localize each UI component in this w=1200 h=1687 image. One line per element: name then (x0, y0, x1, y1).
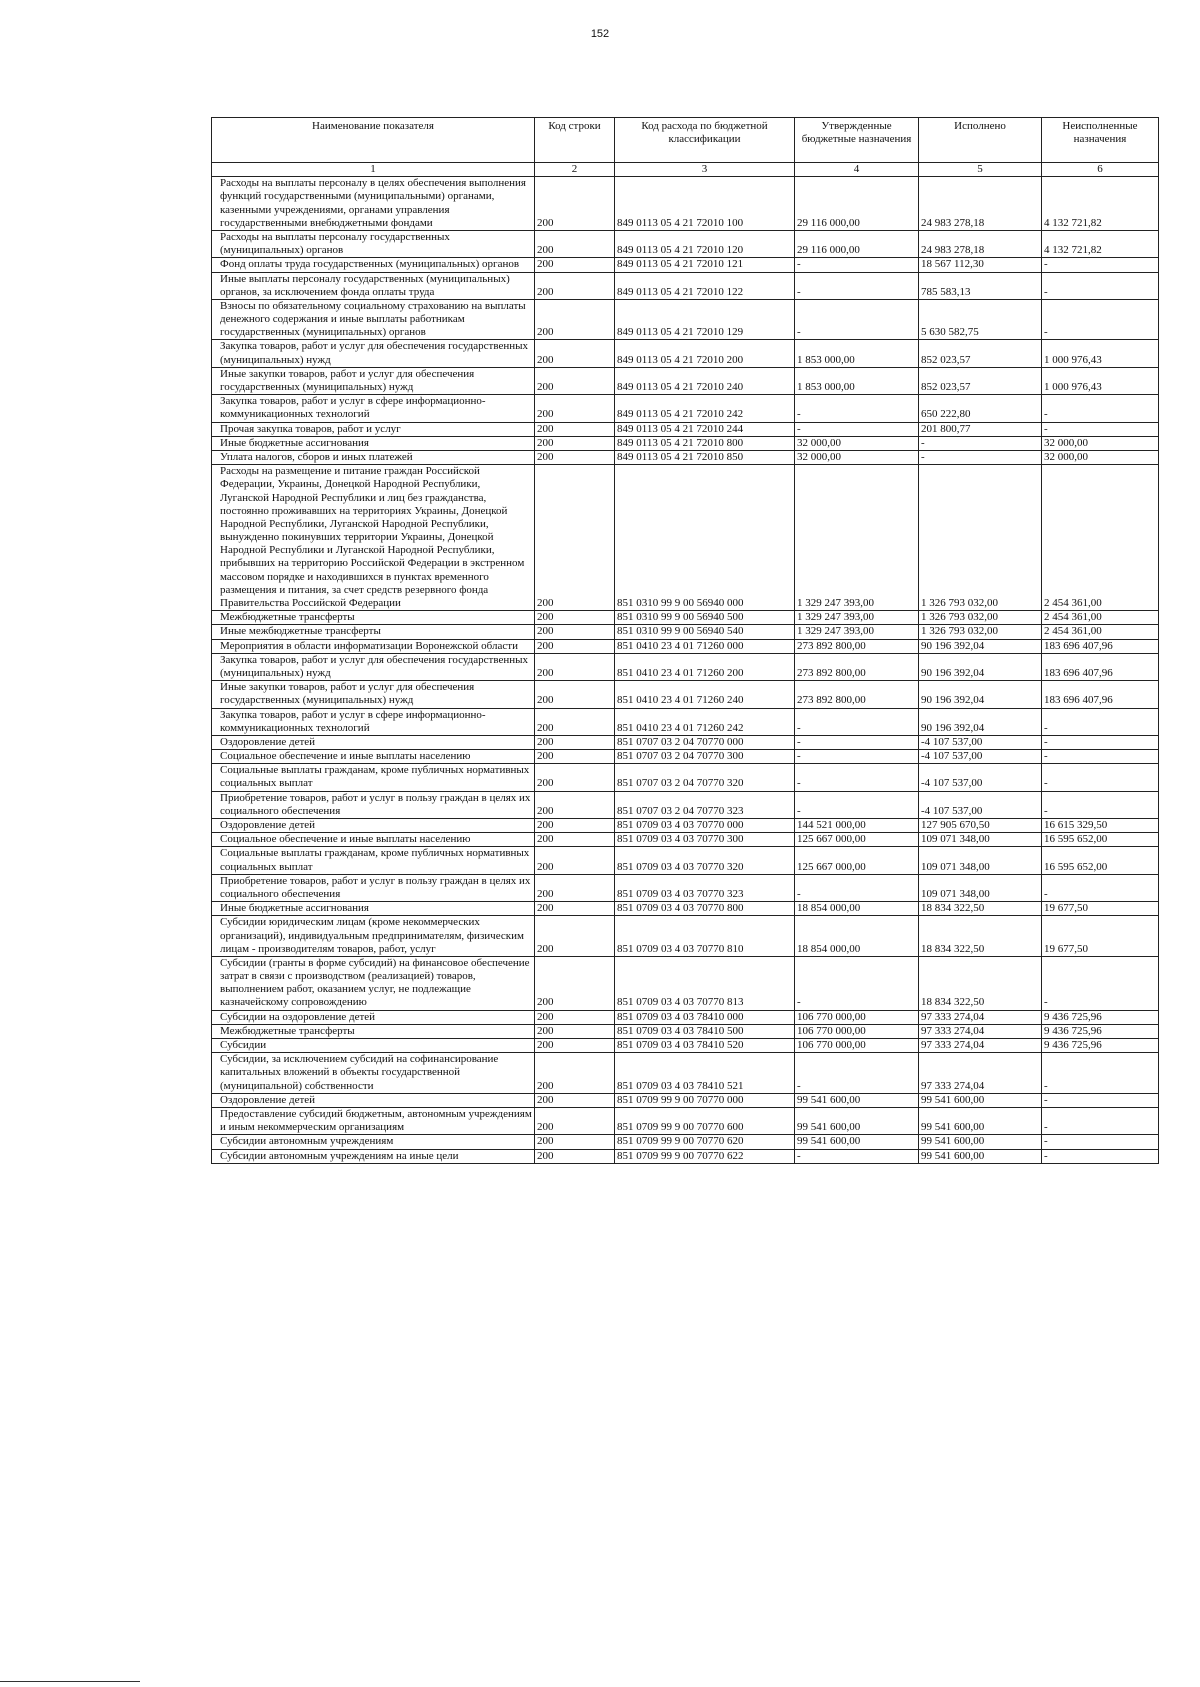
table-row (212, 1093, 1159, 1107)
unexecuted-cell: 2 454 361,00 (1042, 465, 1159, 611)
unexecuted-cell: 9 436 725,96 (1042, 1010, 1159, 1024)
line-code-cell: 200 (535, 764, 615, 791)
unexecuted-cell: 1 000 976,43 (1042, 340, 1159, 367)
line-code-cell: 200 (535, 874, 615, 901)
executed-cell: 99 541 600,00 (919, 1135, 1042, 1149)
table-row (212, 1039, 1159, 1053)
line-code-cell: 200 (535, 465, 615, 611)
table-row (212, 902, 1159, 916)
approved-cell: 99 541 600,00 (795, 1135, 919, 1149)
line-code-cell: 200 (535, 1135, 615, 1149)
executed-cell: 97 333 274,04 (919, 1039, 1042, 1053)
approved-cell: 1 853 000,00 (795, 340, 919, 367)
executed-cell: 18 834 322,50 (919, 956, 1042, 1010)
indicator-name-cell: Мероприятия в области информатизации Воронежской области (212, 639, 535, 653)
expense-code-cell: 851 0709 03 4 03 70770 800 (615, 902, 795, 916)
executed-cell: 852 023,57 (919, 340, 1042, 367)
table-row (212, 299, 1159, 340)
approved-cell: 1 329 247 393,00 (795, 465, 919, 611)
expense-code-cell: 851 0709 03 4 03 70770 810 (615, 916, 795, 957)
executed-cell: 1 326 793 032,00 (919, 611, 1042, 625)
indicator-name-cell: Иные закупки товаров, работ и услуг для обеспечения государственных (муниципальных) нужд (212, 681, 535, 708)
table-body (212, 177, 1159, 1164)
approved-cell: 273 892 800,00 (795, 653, 919, 680)
column-number: 4 (795, 163, 919, 177)
header-approved: Утвержденные бюджетные назначения (795, 118, 919, 163)
approved-cell: 106 770 000,00 (795, 1010, 919, 1024)
indicator-name-cell: Иные бюджетные ассигнования (212, 902, 535, 916)
table-row (212, 272, 1159, 299)
column-number: 6 (1042, 163, 1159, 177)
executed-cell: 109 071 348,00 (919, 847, 1042, 874)
unexecuted-cell: 1 000 976,43 (1042, 367, 1159, 394)
table-row (212, 1024, 1159, 1038)
line-code-cell: 200 (535, 450, 615, 464)
header-line-code: Код строки (535, 118, 615, 163)
unexecuted-cell: - (1042, 1149, 1159, 1163)
table-row (212, 465, 1159, 611)
executed-cell: 785 583,13 (919, 272, 1042, 299)
line-code-cell: 200 (535, 395, 615, 422)
expense-code-cell: 849 0113 05 4 21 72010 100 (615, 177, 795, 231)
approved-cell: 1 329 247 393,00 (795, 611, 919, 625)
expense-code-cell: 849 0113 05 4 21 72010 121 (615, 258, 795, 272)
unexecuted-cell: - (1042, 395, 1159, 422)
expense-code-cell: 851 0310 99 9 00 56940 540 (615, 625, 795, 639)
approved-cell: 99 541 600,00 (795, 1107, 919, 1134)
unexecuted-cell: 32 000,00 (1042, 436, 1159, 450)
table-row (212, 681, 1159, 708)
line-code-cell: 200 (535, 230, 615, 257)
expense-code-cell: 851 0709 03 4 03 78410 521 (615, 1053, 795, 1094)
table-row (212, 450, 1159, 464)
table-header-row (212, 118, 1159, 163)
executed-cell: 5 630 582,75 (919, 299, 1042, 340)
executed-cell: 90 196 392,04 (919, 681, 1042, 708)
line-code-cell: 200 (535, 1053, 615, 1094)
expense-code-cell: 851 0709 03 4 03 78410 520 (615, 1039, 795, 1053)
executed-cell: 1 326 793 032,00 (919, 465, 1042, 611)
executed-cell: 1 326 793 032,00 (919, 625, 1042, 639)
unexecuted-cell: - (1042, 750, 1159, 764)
executed-cell: -4 107 537,00 (919, 735, 1042, 749)
indicator-name-cell: Расходы на размещение и питание граждан Российской Федерации, Украины, Донецкой Народной Республики, Луганской Народной Республики и лиц без гражданства, постоянно проживавших на территориях Украины, Донецкой Народной Республики, Луганской Народной Республики, вынужденно покинувших территории Украины, Донецкой Народной Республики и Луганской Народной Республики, прибывших на территорию Российской Федерации в экстренном массовом порядке и находившихся в пунктах временного размещения и питания, за счет средств резервного фонда Правительства Российской Федерации (212, 465, 535, 611)
expense-code-cell: 849 0113 05 4 21 72010 800 (615, 436, 795, 450)
indicator-name-cell: Субсидии (212, 1039, 535, 1053)
expense-code-cell: 849 0113 05 4 21 72010 120 (615, 230, 795, 257)
table-row (212, 230, 1159, 257)
executed-cell: 24 983 278,18 (919, 177, 1042, 231)
indicator-name-cell: Закупка товаров, работ и услуг для обеспечения государственных (муниципальных) нужд (212, 340, 535, 367)
executed-cell: 90 196 392,04 (919, 653, 1042, 680)
indicator-name-cell: Иные бюджетные ассигнования (212, 436, 535, 450)
executed-cell: 97 333 274,04 (919, 1053, 1042, 1094)
table-row (212, 177, 1159, 231)
approved-cell: 29 116 000,00 (795, 177, 919, 231)
unexecuted-cell: 183 696 407,96 (1042, 653, 1159, 680)
unexecuted-cell: 183 696 407,96 (1042, 639, 1159, 653)
line-code-cell: 200 (535, 1024, 615, 1038)
expense-code-cell: 851 0709 03 4 03 78410 000 (615, 1010, 795, 1024)
approved-cell: 99 541 600,00 (795, 1093, 919, 1107)
approved-cell: 106 770 000,00 (795, 1024, 919, 1038)
table-row (212, 422, 1159, 436)
expense-code-cell: 851 0707 03 2 04 70770 323 (615, 791, 795, 818)
executed-cell: 90 196 392,04 (919, 708, 1042, 735)
line-code-cell: 200 (535, 1107, 615, 1134)
expense-code-cell: 851 0310 99 9 00 56940 000 (615, 465, 795, 611)
executed-cell: 109 071 348,00 (919, 833, 1042, 847)
unexecuted-cell: - (1042, 422, 1159, 436)
indicator-name-cell: Закупка товаров, работ и услуг в сфере информационно-коммуникационных технологий (212, 395, 535, 422)
unexecuted-cell: - (1042, 1093, 1159, 1107)
expense-code-cell: 851 0709 03 4 03 70770 320 (615, 847, 795, 874)
indicator-name-cell: Оздоровление детей (212, 1093, 535, 1107)
table-row (212, 791, 1159, 818)
table-row (212, 1107, 1159, 1134)
indicator-name-cell: Субсидии на оздоровление детей (212, 1010, 535, 1024)
column-number: 3 (615, 163, 795, 177)
approved-cell: 125 667 000,00 (795, 833, 919, 847)
approved-cell: - (795, 764, 919, 791)
line-code-cell: 200 (535, 299, 615, 340)
executed-cell: 650 222,80 (919, 395, 1042, 422)
table-row (212, 1010, 1159, 1024)
line-code-cell: 200 (535, 1093, 615, 1107)
expense-code-cell: 851 0709 03 4 03 70770 813 (615, 956, 795, 1010)
unexecuted-cell: - (1042, 258, 1159, 272)
budget-execution-table (211, 117, 1159, 1164)
indicator-name-cell: Субсидии (гранты в форме субсидий) на финансовое обеспечение затрат в связи с производством (реализацией) товаров, выполнением работ, оказанием услуг, не подлежащие казначейскому сопровождению (212, 956, 535, 1010)
table-row (212, 1149, 1159, 1163)
executed-cell: 90 196 392,04 (919, 639, 1042, 653)
line-code-cell: 200 (535, 422, 615, 436)
executed-cell: 99 541 600,00 (919, 1093, 1042, 1107)
unexecuted-cell: 32 000,00 (1042, 450, 1159, 464)
expense-code-cell: 851 0707 03 2 04 70770 320 (615, 764, 795, 791)
approved-cell: 29 116 000,00 (795, 230, 919, 257)
indicator-name-cell: Оздоровление детей (212, 735, 535, 749)
indicator-name-cell: Расходы на выплаты персоналу в целях обеспечения выполнения функций государственными (муниципальными) органами, казенными учреждениями, органами управления государственными внебюджетными фондами (212, 177, 535, 231)
approved-cell: 273 892 800,00 (795, 681, 919, 708)
indicator-name-cell: Оздоровление детей (212, 819, 535, 833)
table-row (212, 764, 1159, 791)
expense-code-cell: 849 0113 05 4 21 72010 240 (615, 367, 795, 394)
executed-cell: 24 983 278,18 (919, 230, 1042, 257)
indicator-name-cell: Социальные выплаты гражданам, кроме публичных нормативных социальных выплат (212, 764, 535, 791)
table-row (212, 956, 1159, 1010)
table-row (212, 367, 1159, 394)
line-code-cell: 200 (535, 833, 615, 847)
unexecuted-cell: 16 615 329,50 (1042, 819, 1159, 833)
unexecuted-cell: 19 677,50 (1042, 916, 1159, 957)
line-code-cell: 200 (535, 1010, 615, 1024)
approved-cell: - (795, 956, 919, 1010)
indicator-name-cell: Закупка товаров, работ и услуг для обеспечения государственных (муниципальных) нужд (212, 653, 535, 680)
indicator-name-cell: Межбюджетные трансферты (212, 1024, 535, 1038)
indicator-name-cell: Субсидии автономным учреждениям на иные цели (212, 1149, 535, 1163)
expense-code-cell: 849 0113 05 4 21 72010 850 (615, 450, 795, 464)
line-code-cell: 200 (535, 340, 615, 367)
approved-cell: - (795, 874, 919, 901)
line-code-cell: 200 (535, 639, 615, 653)
approved-cell: 32 000,00 (795, 450, 919, 464)
table-row (212, 436, 1159, 450)
approved-cell: - (795, 1149, 919, 1163)
table-row (212, 258, 1159, 272)
indicator-name-cell: Социальные выплаты гражданам, кроме публичных нормативных социальных выплат (212, 847, 535, 874)
approved-cell: 32 000,00 (795, 436, 919, 450)
unexecuted-cell: - (1042, 874, 1159, 901)
indicator-name-cell: Межбюджетные трансферты (212, 611, 535, 625)
unexecuted-cell: - (1042, 272, 1159, 299)
unexecuted-cell: 16 595 652,00 (1042, 847, 1159, 874)
line-code-cell: 200 (535, 258, 615, 272)
indicator-name-cell: Субсидии, за исключением субсидий на софинансирование капитальных вложений в объекты государственной (муниципальной) собственности (212, 1053, 535, 1094)
indicator-name-cell: Уплата налогов, сборов и иных платежей (212, 450, 535, 464)
indicator-name-cell: Субсидии юридическим лицам (кроме некоммерческих организаций), индивидуальным предпринимателям, физическим лицам - производителям товаров, работ, услуг (212, 916, 535, 957)
approved-cell: 18 854 000,00 (795, 902, 919, 916)
footer-rule (0, 1681, 140, 1682)
unexecuted-cell: - (1042, 764, 1159, 791)
expense-code-cell: 851 0709 99 9 00 70770 000 (615, 1093, 795, 1107)
executed-cell: - (919, 450, 1042, 464)
approved-cell: - (795, 750, 919, 764)
approved-cell: 273 892 800,00 (795, 639, 919, 653)
executed-cell: -4 107 537,00 (919, 791, 1042, 818)
executed-cell: 852 023,57 (919, 367, 1042, 394)
table-row (212, 874, 1159, 901)
header-expense-code: Код расхода по бюджетной классификации (615, 118, 795, 163)
unexecuted-cell: - (1042, 708, 1159, 735)
indicator-name-cell: Субсидии автономным учреждениям (212, 1135, 535, 1149)
header-unexecuted: Неисполненные назначения (1042, 118, 1159, 163)
approved-cell: 125 667 000,00 (795, 847, 919, 874)
indicator-name-cell: Приобретение товаров, работ и услуг в пользу граждан в целях их социального обеспечения (212, 874, 535, 901)
approved-cell: 1 853 000,00 (795, 367, 919, 394)
executed-cell: -4 107 537,00 (919, 750, 1042, 764)
indicator-name-cell: Расходы на выплаты персоналу государственных (муниципальных) органов (212, 230, 535, 257)
unexecuted-cell: 9 436 725,96 (1042, 1039, 1159, 1053)
column-number: 1 (212, 163, 535, 177)
approved-cell: - (795, 395, 919, 422)
unexecuted-cell: 183 696 407,96 (1042, 681, 1159, 708)
line-code-cell: 200 (535, 681, 615, 708)
line-code-cell: 200 (535, 177, 615, 231)
line-code-cell: 200 (535, 708, 615, 735)
executed-cell: 99 541 600,00 (919, 1107, 1042, 1134)
line-code-cell: 200 (535, 902, 615, 916)
table-row (212, 395, 1159, 422)
approved-cell: 1 329 247 393,00 (795, 625, 919, 639)
header-indicator-name: Наименование показателя (212, 118, 535, 163)
table-row (212, 1053, 1159, 1094)
table-row (212, 653, 1159, 680)
line-code-cell: 200 (535, 847, 615, 874)
unexecuted-cell: 4 132 721,82 (1042, 177, 1159, 231)
approved-cell: - (795, 299, 919, 340)
unexecuted-cell: 2 454 361,00 (1042, 611, 1159, 625)
expense-code-cell: 851 0709 99 9 00 70770 620 (615, 1135, 795, 1149)
unexecuted-cell: 19 677,50 (1042, 902, 1159, 916)
expense-code-cell: 851 0707 03 2 04 70770 000 (615, 735, 795, 749)
table-row (212, 639, 1159, 653)
table-row (212, 833, 1159, 847)
line-code-cell: 200 (535, 791, 615, 818)
line-code-cell: 200 (535, 611, 615, 625)
line-code-cell: 200 (535, 819, 615, 833)
expense-code-cell: 851 0410 23 4 01 71260 242 (615, 708, 795, 735)
line-code-cell: 200 (535, 436, 615, 450)
expense-code-cell: 851 0410 23 4 01 71260 200 (615, 653, 795, 680)
table-row (212, 708, 1159, 735)
expense-code-cell: 851 0709 03 4 03 70770 300 (615, 833, 795, 847)
indicator-name-cell: Иные межбюджетные трансферты (212, 625, 535, 639)
table-row (212, 916, 1159, 957)
expense-code-cell: 851 0709 03 4 03 70770 323 (615, 874, 795, 901)
indicator-name-cell: Иные выплаты персоналу государственных (муниципальных) органов, за исключением фонда оплаты труда (212, 272, 535, 299)
expense-code-cell: 851 0709 03 4 03 70770 000 (615, 819, 795, 833)
expense-code-cell: 851 0410 23 4 01 71260 000 (615, 639, 795, 653)
approved-cell: 106 770 000,00 (795, 1039, 919, 1053)
page-number: 152 (590, 28, 610, 40)
line-code-cell: 200 (535, 1149, 615, 1163)
indicator-name-cell: Фонд оплаты труда государственных (муниципальных) органов (212, 258, 535, 272)
indicator-name-cell: Социальное обеспечение и иные выплаты населению (212, 750, 535, 764)
column-number: 5 (919, 163, 1042, 177)
indicator-name-cell: Предоставление субсидий бюджетным, автономным учреждениям и иным некоммерческим организациям (212, 1107, 535, 1134)
expense-code-cell: 851 0707 03 2 04 70770 300 (615, 750, 795, 764)
executed-cell: 18 834 322,50 (919, 916, 1042, 957)
executed-cell: -4 107 537,00 (919, 764, 1042, 791)
unexecuted-cell: - (1042, 1053, 1159, 1094)
approved-cell: - (795, 1053, 919, 1094)
approved-cell: 18 854 000,00 (795, 916, 919, 957)
table-row (212, 750, 1159, 764)
expense-code-cell: 849 0113 05 4 21 72010 244 (615, 422, 795, 436)
table-row (212, 611, 1159, 625)
table-row (212, 847, 1159, 874)
line-code-cell: 200 (535, 625, 615, 639)
expense-code-cell: 849 0113 05 4 21 72010 129 (615, 299, 795, 340)
table-row (212, 625, 1159, 639)
indicator-name-cell: Социальное обеспечение и иные выплаты населению (212, 833, 535, 847)
column-number-row (212, 163, 1159, 177)
line-code-cell: 200 (535, 1039, 615, 1053)
expense-code-cell: 851 0410 23 4 01 71260 240 (615, 681, 795, 708)
line-code-cell: 200 (535, 272, 615, 299)
indicator-name-cell: Взносы по обязательному социальному страхованию на выплаты денежного содержания и иные выплаты работникам государственных (муниципальных) органов (212, 299, 535, 340)
approved-cell: 144 521 000,00 (795, 819, 919, 833)
unexecuted-cell: - (1042, 735, 1159, 749)
approved-cell: - (795, 791, 919, 818)
indicator-name-cell: Прочая закупка товаров, работ и услуг (212, 422, 535, 436)
indicator-name-cell: Приобретение товаров, работ и услуг в пользу граждан в целях их социального обеспечения (212, 791, 535, 818)
indicator-name-cell: Иные закупки товаров, работ и услуг для обеспечения государственных (муниципальных) нужд (212, 367, 535, 394)
unexecuted-cell: - (1042, 791, 1159, 818)
executed-cell: 97 333 274,04 (919, 1024, 1042, 1038)
line-code-cell: 200 (535, 367, 615, 394)
executed-cell: 97 333 274,04 (919, 1010, 1042, 1024)
line-code-cell: 200 (535, 735, 615, 749)
column-number: 2 (535, 163, 615, 177)
executed-cell: 18 834 322,50 (919, 902, 1042, 916)
expense-code-cell: 849 0113 05 4 21 72010 122 (615, 272, 795, 299)
line-code-cell: 200 (535, 750, 615, 764)
expense-code-cell: 851 0310 99 9 00 56940 500 (615, 611, 795, 625)
executed-cell: 18 567 112,30 (919, 258, 1042, 272)
expense-code-cell: 849 0113 05 4 21 72010 242 (615, 395, 795, 422)
executed-cell: 99 541 600,00 (919, 1149, 1042, 1163)
executed-cell: 201 800,77 (919, 422, 1042, 436)
executed-cell: - (919, 436, 1042, 450)
unexecuted-cell: 4 132 721,82 (1042, 230, 1159, 257)
unexecuted-cell: 9 436 725,96 (1042, 1024, 1159, 1038)
unexecuted-cell: - (1042, 956, 1159, 1010)
unexecuted-cell: 2 454 361,00 (1042, 625, 1159, 639)
approved-cell: - (795, 735, 919, 749)
unexecuted-cell: 16 595 652,00 (1042, 833, 1159, 847)
table-row (212, 819, 1159, 833)
approved-cell: - (795, 258, 919, 272)
expense-code-cell: 851 0709 99 9 00 70770 600 (615, 1107, 795, 1134)
table-row (212, 340, 1159, 367)
indicator-name-cell: Закупка товаров, работ и услуг в сфере информационно-коммуникационных технологий (212, 708, 535, 735)
approved-cell: - (795, 272, 919, 299)
approved-cell: - (795, 422, 919, 436)
unexecuted-cell: - (1042, 299, 1159, 340)
header-executed: Исполнено (919, 118, 1042, 163)
unexecuted-cell: - (1042, 1107, 1159, 1134)
executed-cell: 109 071 348,00 (919, 874, 1042, 901)
table-row (212, 735, 1159, 749)
line-code-cell: 200 (535, 653, 615, 680)
unexecuted-cell: - (1042, 1135, 1159, 1149)
approved-cell: - (795, 708, 919, 735)
table-row (212, 1135, 1159, 1149)
line-code-cell: 200 (535, 916, 615, 957)
line-code-cell: 200 (535, 956, 615, 1010)
expense-code-cell: 849 0113 05 4 21 72010 200 (615, 340, 795, 367)
executed-cell: 127 905 670,50 (919, 819, 1042, 833)
expense-code-cell: 851 0709 03 4 03 78410 500 (615, 1024, 795, 1038)
expense-code-cell: 851 0709 99 9 00 70770 622 (615, 1149, 795, 1163)
